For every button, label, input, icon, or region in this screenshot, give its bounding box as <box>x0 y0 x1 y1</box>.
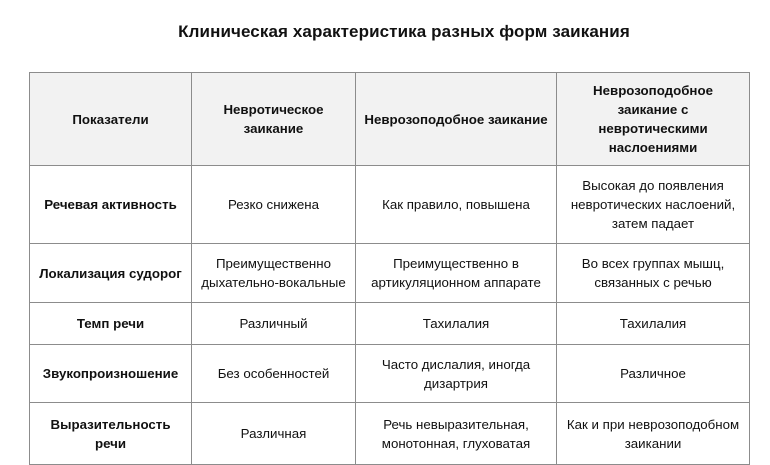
table-cell: Тахилалия <box>356 303 557 345</box>
table-cell: Как и при неврозоподобном заикании <box>557 403 750 465</box>
table-header-row <box>30 73 750 166</box>
table-cell: Резко снижена <box>192 166 356 244</box>
column-header-indicators: Показатели <box>30 73 192 166</box>
row-label: Локализация судорог <box>30 244 192 303</box>
row-label: Темп речи <box>30 303 192 345</box>
stuttering-characteristics-table <box>29 72 750 465</box>
table-cell: Речь невыразительная, монотонная, глуховатая <box>356 403 557 465</box>
table-cell: Различная <box>192 403 356 465</box>
table-cell: Без особенностей <box>192 345 356 403</box>
row-label: Звукопроизношение <box>30 345 192 403</box>
column-header-neurosis-like-with-layers: Неврозоподобное заикание с невротическими наслоениями <box>557 73 750 166</box>
column-header-neurosis-like: Неврозоподобное заикание <box>356 73 557 166</box>
table-row <box>30 303 750 345</box>
row-label: Речевая активность <box>30 166 192 244</box>
page-title: Клиническая характеристика разных форм заикания <box>178 22 630 41</box>
table-cell: Во всех группах мышц, связанных с речью <box>557 244 750 303</box>
table-cell: Часто дислалия, иногда дизартрия <box>356 345 557 403</box>
table-row <box>30 244 750 303</box>
table-row <box>30 403 750 465</box>
column-header-neurotic: Невротическое заикание <box>192 73 356 166</box>
table-cell: Преимущественно дыхательно-вокальные <box>192 244 356 303</box>
table-cell: Высокая до появления невротических наслоений, затем падает <box>557 166 750 244</box>
table-cell: Как правило, повышена <box>356 166 557 244</box>
table-cell: Преимущественно в артикуляционном аппарате <box>356 244 557 303</box>
row-label: Выразительность речи <box>30 403 192 465</box>
table-cell: Различное <box>557 345 750 403</box>
table-cell: Тахилалия <box>557 303 750 345</box>
table-row <box>30 345 750 403</box>
table-cell: Различный <box>192 303 356 345</box>
table-row <box>30 166 750 244</box>
